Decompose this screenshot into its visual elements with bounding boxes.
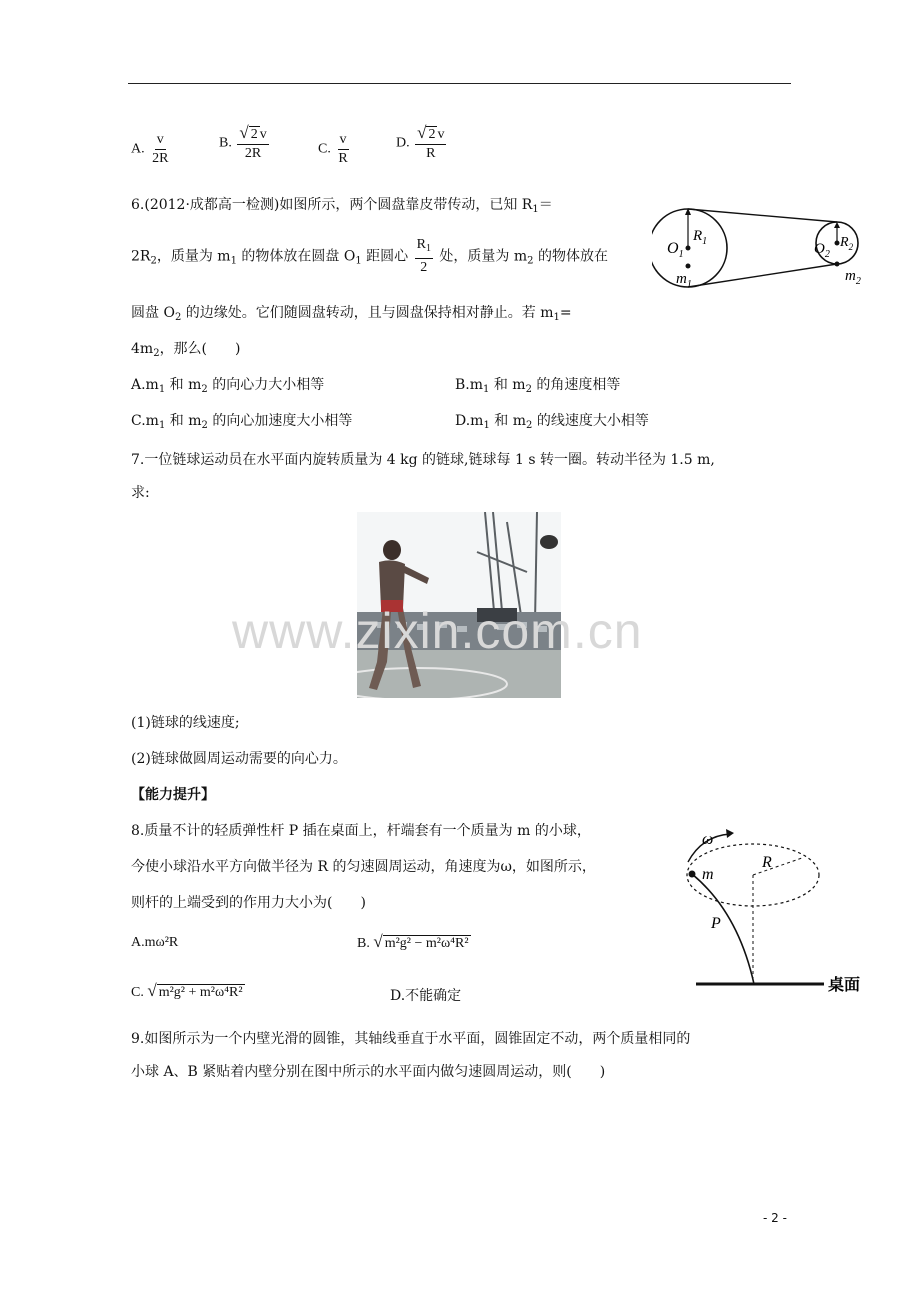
- svg-text:m2: $m_2$: [845, 268, 861, 287]
- q5-option-b: B. $\frac{√ 2 v}{2R}$: [219, 123, 267, 161]
- svg-text:m1: $m_1$: [676, 271, 692, 290]
- q6-line-3: 圆盘 $O_2$ 的边缘处。它们随圆盘转动，且与圆盘保持相对静止。若 $m_1=$: [131, 305, 572, 323]
- q8-option-c: C. √ m²g² + m²ω⁴R²: [131, 981, 243, 1000]
- q5-option-d: D. $\frac{√ 2 v}{R}$: [396, 123, 445, 161]
- q8-option-a: A.mω²R: [131, 935, 179, 950]
- svg-text:O1: $O_1$: [667, 240, 684, 260]
- q6-option-d: $D.m_1$ 和 $m_2$ 的线速度大小相等: [455, 413, 649, 431]
- q6-line-1: 6.(2012·成都高一检测)如图所示，两个圆盘靠皮带传动，已知 $R_1=$: [131, 197, 553, 215]
- q8-option-d: D.不能确定: [390, 988, 462, 1004]
- q5-option-c: C. $\frac{v}{R}$: [318, 132, 348, 166]
- radius-label: R: [762, 854, 772, 871]
- q6-option-c: $C.m_1$ 和 $m_2$ 的向心加速度大小相等: [131, 413, 353, 431]
- table-label: 桌面: [828, 975, 861, 994]
- header-rule: [128, 83, 791, 84]
- q7-sub-2: (2)链球做圆周运动需要的向心力。: [131, 751, 347, 767]
- rod-ball-diagram: [678, 822, 888, 1002]
- q9-line-1: 9.如图所示为一个内壁光滑的圆锥，其轴线垂直于水平面，圆锥固定不动，两个质量相同的: [131, 1031, 691, 1047]
- page-number: - 2 -: [763, 1211, 787, 1225]
- q7-sub-1: (1)链球的线速度;: [131, 715, 240, 731]
- mass-label: m: [702, 866, 714, 883]
- q9-line-2: 小球 A、B 紧贴着内壁分别在图中所示的水平面内做匀速圆周运动，则( ): [131, 1064, 606, 1080]
- q6-option-b: $B.m_1$ 和 $m_2$ 的角速度相等: [455, 377, 621, 395]
- section-heading: 【能力提升】: [131, 787, 215, 803]
- q6-line-2: $2R_2$，质量为 $m_1$ 的物体放在圆盘 $O_1$ 距圆心 $\frac{R_1}{2}$ 处，质量为 $m_2$ 的物体放在: [131, 237, 608, 275]
- svg-text:O2: $O_2$: [814, 241, 830, 260]
- pulley-diagram: [652, 194, 872, 300]
- q6-line-4: $4m_2$，那么( ): [131, 341, 241, 359]
- q6-option-a: $A.m_1$ 和 $m_2$ 的向心力大小相等: [131, 377, 325, 395]
- omega-label: ω: [702, 831, 714, 848]
- q8-option-b: B. √ m²g² − m²ω⁴R²: [357, 932, 469, 951]
- q8-line-1: 8.质量不计的轻质弹性杆 P 插在桌面上，杆端套有一个质量为 m 的小球，: [131, 823, 591, 839]
- q8-line-2: 今使小球沿水平方向做半径为 R 的匀速圆周运动，角速度为ω，如图所示，: [131, 859, 596, 875]
- q7-line-2: 求:: [131, 485, 150, 501]
- svg-text:R1: $R_1$: [693, 228, 708, 247]
- svg-text:R2: $R_2$: [840, 235, 854, 252]
- q5-option-a: A. $\frac{v}{2R}$: [131, 132, 169, 166]
- rod-label: P: [711, 915, 721, 932]
- watermark: www.zixin.com.cn: [232, 603, 643, 659]
- q8-line-3: 则杆的上端受到的作用力大小为( ): [131, 895, 366, 911]
- q7-line-1: 7.一位链球运动员在水平面内旋转质量为 4 kg 的链球,链球每 1 s 转一圈。转动半径为 1.5 m,: [131, 452, 715, 468]
